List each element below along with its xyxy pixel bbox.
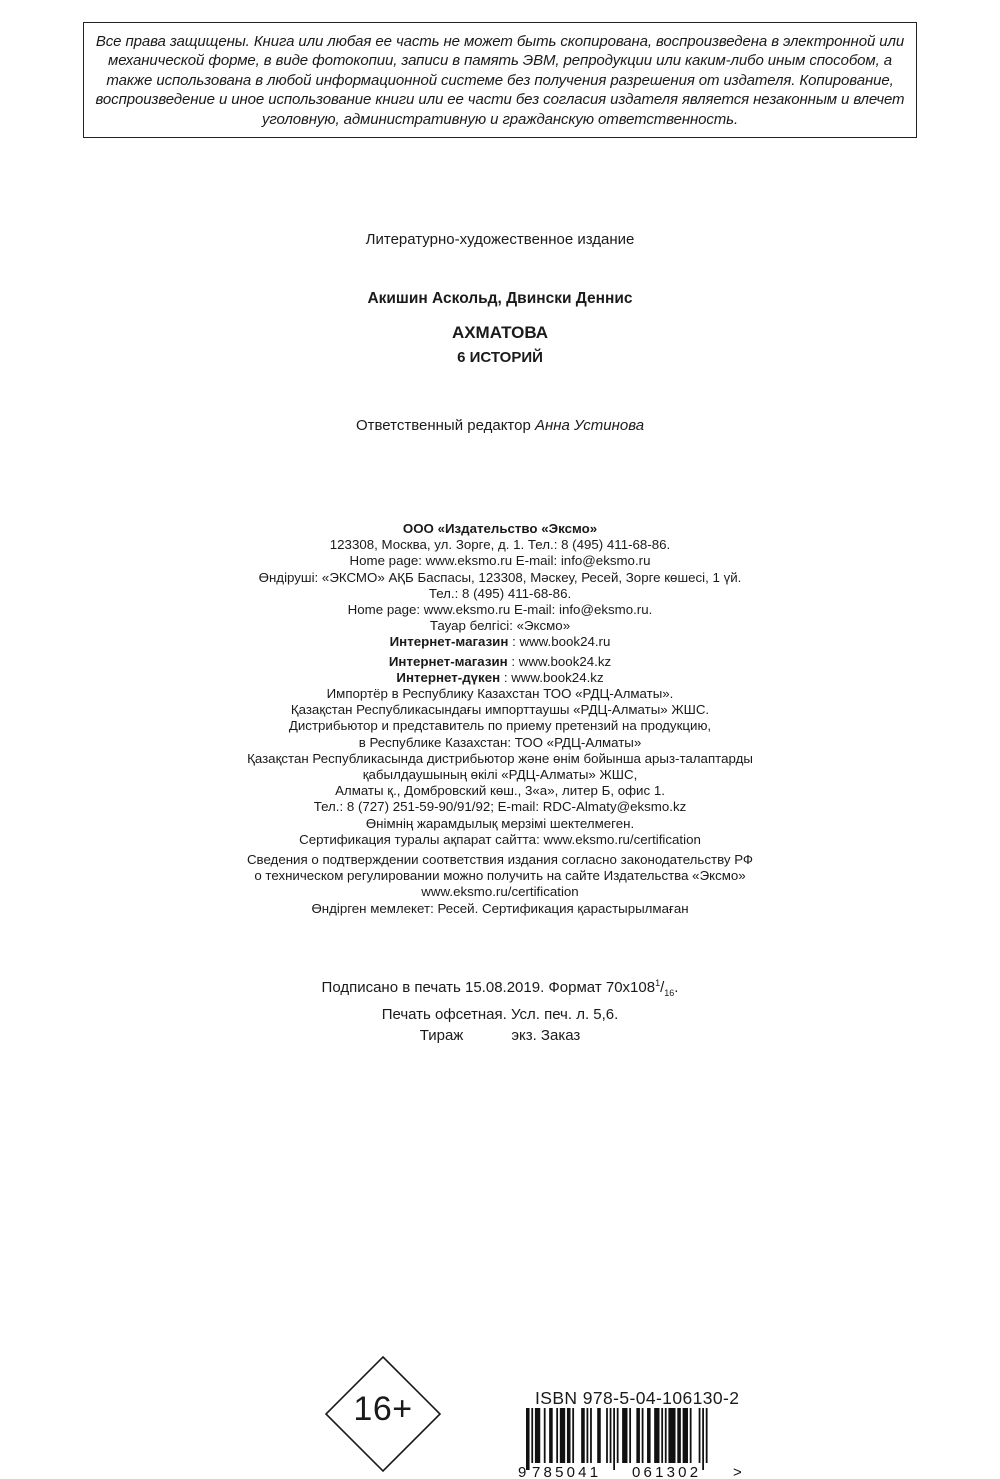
- publisher-web: Home page: www.eksmo.ru E-mail: info@eksmo.ru: [349, 553, 651, 569]
- distributor-line-1: Дистрибьютор и представитель по приему претензий на продукцию,: [288, 718, 712, 734]
- kz-web: Home page: www.eksmo.ru E-mail: info@eksmo.ru.: [347, 602, 653, 618]
- editor-name: Анна Устинова: [534, 417, 645, 434]
- barcode-right-digits: 061302: [632, 1464, 702, 1479]
- print-offset: Печать офсетная. Усл. печ. л. 5,6.: [381, 1006, 619, 1023]
- importer-kk: Қазақстан Республикасындағы импорттаушы «РДЦ-Алматы» ЖШС.: [290, 702, 710, 718]
- book-subtitle: 6 ИСТОРИЙ: [457, 349, 543, 366]
- barcode-arrow: >: [733, 1464, 742, 1479]
- print-run-rest: экз. Заказ: [511, 1027, 581, 1044]
- barcode: [512, 1408, 748, 1479]
- shop-kz-line: [0, 654, 1000, 670]
- rights-notice: Все права защищены. Книга или любая ее часть не может быть скопирована, воспроизведена в электронной или механической форме, в виде фотокопии, записи в память ЭВМ, репродукции или каким-либо иным способом, а также использована в любой информационной системе без получения разрешения от издателя. Копирование, воспроизведение и иное использование книги или ее части без согласия издателя является незаконным и влечет уголовную, административную и гражданскую ответственность.: [95, 33, 905, 128]
- publisher-name: ООО «Издательство «Эксмо»: [402, 521, 598, 536]
- distributor-kk-line-2: қабылдаушының өкілі «РДЦ-Алматы» ЖШС,: [362, 767, 638, 783]
- publisher-info: [0, 521, 1000, 917]
- format-numerator: 1: [655, 978, 661, 988]
- importer-ru: Импортёр в Республику Казахстан ТОО «РДЦ-Алматы».: [326, 686, 674, 702]
- conformity-line-3: www.eksmo.ru/certification: [421, 884, 579, 900]
- shop-ru-label: Интернет-магазин: [389, 634, 509, 650]
- print-run-label: Тираж: [419, 1027, 464, 1044]
- shop-ru-url: : www.book24.ru: [508, 634, 611, 650]
- editor-label: Ответственный редактор: [355, 417, 531, 434]
- kz-contact: Тел.: 8 (727) 251-59-90/91/92; E-mail: RDC-Almaty@eksmo.kz: [313, 799, 687, 815]
- shop-kz-url: : www.book24.kz: [507, 653, 612, 669]
- shelf-life: Өнімнің жарамдылық мерзімі шектелмеген.: [365, 815, 635, 831]
- origin-country: Өндірген мемлекет: Ресей. Сертификация қарастырылмаған: [311, 900, 689, 916]
- shop-kz-label: Интернет-магазин: [388, 653, 508, 669]
- shop-kk-label: Интернет-дүкен: [396, 669, 501, 685]
- isbn: ISBN 978-5-04-106130-2: [535, 1388, 740, 1408]
- barcode-left-digits: 785041: [532, 1464, 602, 1479]
- distributor-line-2: в Республике Казахстан: ТОО «РДЦ-Алматы»: [358, 734, 642, 750]
- rights-notice-box: [83, 22, 917, 138]
- format-denominator: 16: [664, 988, 675, 998]
- print-run: [0, 1025, 1000, 1046]
- authors: Акишин Аскольд, Двински Деннис: [367, 290, 633, 307]
- barcode-lead-digit: 9: [518, 1464, 527, 1479]
- distributor-kk-line-1: Қазақстан Республикасында дистрибьютор және өнім бойынша арыз-талаптарды: [247, 750, 753, 766]
- shop-kk-url: : www.book24.kz: [500, 669, 604, 685]
- age-rating: 16+: [353, 1390, 413, 1428]
- print-signed: Подписано в печать 15.08.2019. Формат $70x108^1/_{16}$.: [321, 978, 679, 998]
- editor-line: [0, 417, 1000, 434]
- shop-ru-line: [0, 634, 1000, 650]
- kz-phone: Тел.: 8 (495) 411-68-86.: [428, 585, 572, 601]
- conformity-line-2: о техническом регулировании можно получить на сайте Издательства «Эксмо»: [254, 868, 746, 884]
- publisher-address: 123308, Москва, ул. Зорге, д. 1. Тел.: 8 (495) 411-68-86.: [329, 537, 671, 553]
- conformity-line-1: Сведения о подтверждении соответствия издания согласно законодательству РФ: [246, 852, 754, 868]
- print-info: [0, 973, 1000, 1046]
- kz-producer: Өндіруші: «ЭКСМО» АҚБ Баспасы, 123308, Мәскеу, Ресей, Зорге көшесі, 1 үй.: [258, 569, 742, 585]
- genre-label: Литературно-художественное издание: [365, 231, 635, 248]
- kz-address: Алматы қ., Домбровский көш., 3«а», литер Б, офис 1.: [335, 783, 665, 799]
- shop-kk-line: [0, 670, 1000, 686]
- certification-kk: Сертификация туралы ақпарат сайтта: www.eksmo.ru/certification: [299, 831, 701, 847]
- trademark: Тауар белгісі: «Эксмо»: [429, 618, 571, 634]
- book-title: АХМАТОВА: [451, 323, 549, 342]
